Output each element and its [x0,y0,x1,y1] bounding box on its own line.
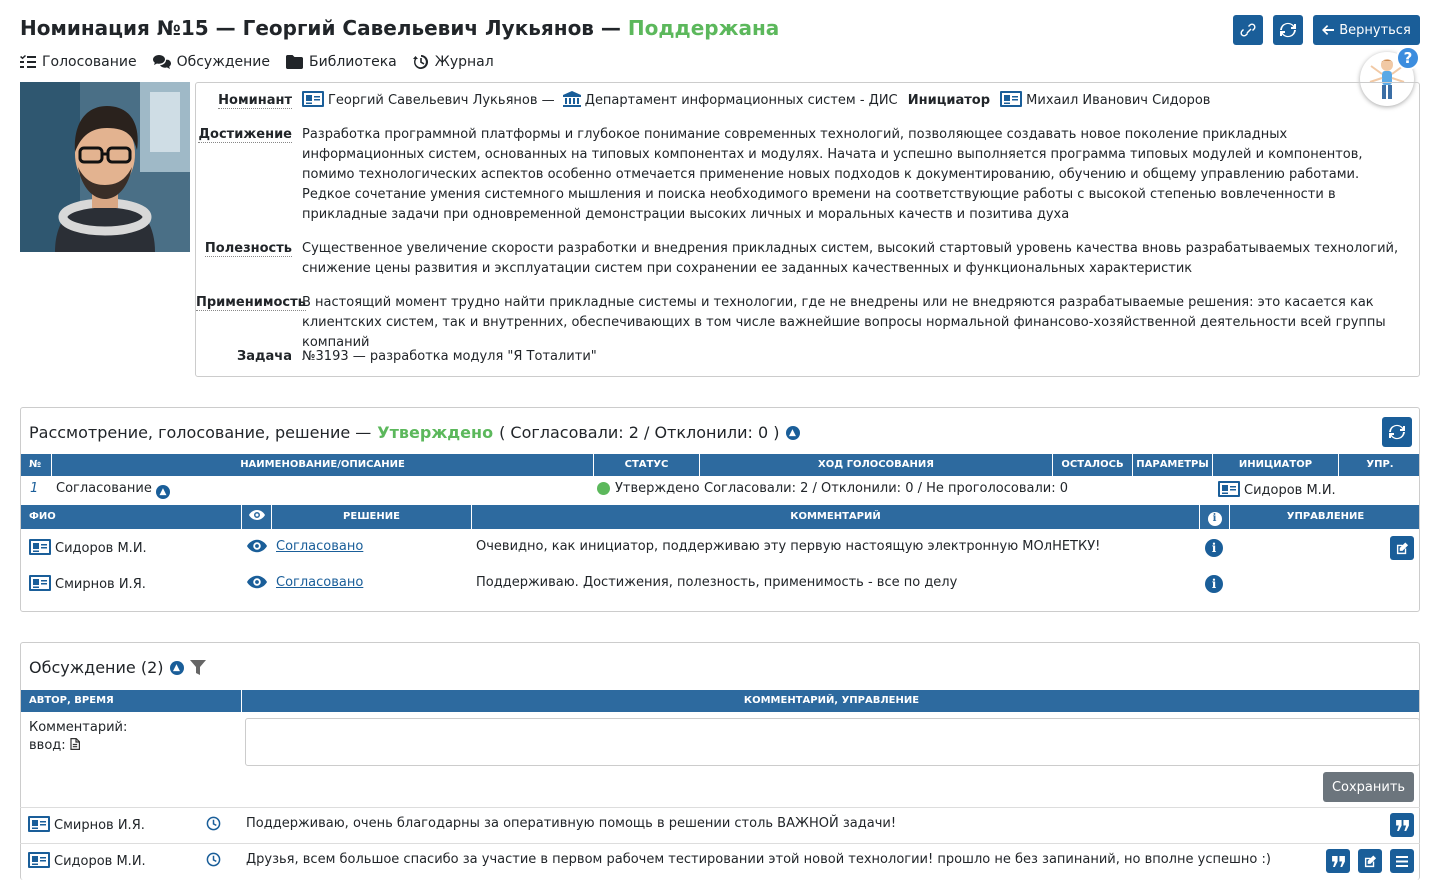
decision-link[interactable]: Согласовано [276,539,364,554]
clock-icon[interactable] [206,816,221,835]
achievement-row: Достижение Разработка программной платформы и глубокое понимание современных технологий, позволяющее создавать новое поколение прикладных информационных систем, основанных на типовых компонентах и модулях. Начата и успешно выполняется программа типовых модулей и компонентов, помимо технологических аспектов особенно отмечается применение новых подходов к документированию, обучению и общему управлению работами. Редкое сочетание умения системного мышления и поиска необходимого времени на соответствующие работы с высокой степенью вовлеченности в прикладные задачи при одновременной демонстрации высоких личных и моральных качеств и позитива духа [196,125,1407,225]
comment-row: Сидоров М.И. Друзья, всем большое спасибо за участие в первом рабочем тестировании этой новой технологии! прошло не без запинаний, но вполне успешно :) [20,852,1420,876]
nomination-status: Поддержана [627,16,780,40]
id-card-icon [28,852,50,868]
id-card-icon [29,539,51,555]
comment-input[interactable] [245,718,1420,766]
votes-table-header: ФИО РЕШЕНИЕ КОММЕНТАРИЙ i УПРАВЛЕНИЕ [21,505,1419,529]
discussion-table-header: АВТОР, ВРЕМЯ КОММЕНТАРИЙ, УПРАВЛЕНИЕ [21,690,1419,712]
id-card-icon [29,575,51,591]
nav-tabs [20,54,494,70]
menu-icon [1396,856,1408,867]
voting-status: Утверждено [377,423,494,442]
save-button[interactable]: Сохранить [1323,772,1414,802]
vote-row: Смирнов И.Я. Согласовано Поддерживаю. Достижения, полезность, применимость - все по делу i [21,575,1419,599]
edit-icon [1396,542,1409,555]
info-icon: i [1200,505,1230,529]
help-badge[interactable]: ? [1396,46,1420,70]
menu-button[interactable] [1390,849,1414,873]
id-card-icon [1000,91,1022,107]
quote-icon [1332,856,1345,867]
task-text: №3193 — разработка модуля "Я Тоталити" [302,349,597,364]
institution-icon [563,91,581,107]
nominee-info-panel [195,82,1420,377]
filter-icon[interactable] [190,660,206,676]
nominee-photo [20,82,190,252]
history-icon [413,54,429,70]
usefulness-text: Существенное увеличение скорости разработки и внедрения прикладных систем, высокий стартовый уровень качества вновь разрабатываемых технологий, снижение цены развития и эксплуатации систем при сохранении ее заданных качественных и функциональных характеристик [302,241,1399,276]
id-card-icon [302,91,324,107]
edit-button[interactable] [1358,849,1382,873]
nominee-department: Департамент информационных систем - ДИС [584,93,898,108]
vote-row: Сидоров М.И. Согласовано Очевидно, как инициатор, поддерживаю эту первую настоящую электронную МОлНЕТКУ! i [21,539,1419,563]
tab-discussion[interactable]: Обсуждение [153,54,270,70]
status-dot [597,482,610,495]
document-icon [70,738,80,750]
nominee-row: Номинант Георгий Савельевич Лукьянов — Департамент информационных систем - ДИС Инициатор Михаил Иванович Сидоров [218,93,1211,108]
initiator-name: Михаил Иванович Сидоров [1026,93,1211,108]
achievement-text: Разработка программной платформы и глубокое понимание современных технологий, позволяющее создавать новое поколение прикладных информационных систем, основанных на типовых компонентах и модулях. Начата и успешно выполняется программа типовых модулей и компонентов, помимо технологических аспектов особенно отмечается применение новых подходов к документированию, обучению и общему управлению работами. Редкое сочетание умения системного мышления и поиска необходимого времени на соответствующие работы с высокой степенью вовлеченности в прикладные задачи при одновременной демонстрации высоких личных и моральных качеств и позитива духа [302,127,1363,222]
comment-row: Смирнов И.Я. Поддерживаю, очень благодарны за оперативную помощь в решении столь ВАЖНОЙ задачи! [20,816,1420,840]
nominee-name: Георгий Савельевич Лукьянов — [328,93,555,108]
refresh-icon [1280,22,1296,38]
tab-library[interactable]: Библиотека [286,54,397,70]
quote-button[interactable] [1326,849,1350,873]
back-button[interactable]: Вернуться [1313,15,1420,45]
usefulness-row: Полезность Существенное увеличение скорости разработки и внедрения прикладных систем, высокий стартовый уровень качества вновь разрабатываемых технологий, снижение цены развития и эксплуатации систем при сохранении ее заданных качественных и функциональных характеристик [196,239,1407,279]
applicability-text: В настоящий момент трудно найти прикладные системы и технологии, где не внедрены или не внедряются разрабатываемые решения: это касается как клиентских систем, так и внутренних, обеспечивающих в том числе важнейшие вопросы нормальной финансово-хозяйственной деятельности всей группы компаний [302,295,1386,350]
collapse-icon[interactable]: ▲ [156,485,170,499]
page-title: Номинация №15 — Георгий Савельевич Лукьянов — Поддержана [20,16,780,40]
id-card-icon [28,816,50,832]
voting-table-header: № НАИМЕНОВАНИЕ/ОПИСАНИЕ СТАТУС ХОД ГОЛОСОВАНИЯ ОСТАЛОСЬ ПАРАМЕТРЫ ИНИЦИАТОР УПР. [21,454,1419,476]
edit-button[interactable] [1390,536,1414,560]
quote-button[interactable] [1390,813,1414,837]
info-icon[interactable]: i [1205,539,1223,557]
applicability-row: Применимость В настоящий момент трудно найти прикладные системы и технологии, где не внедрены или не внедряются разрабатываемые решения: это касается как клиентских систем, так и внутренних, обеспечивающих в том числе важнейшие вопросы нормальной финансово-хозяйственной деятельности всей группы компаний [196,293,1407,353]
clock-icon[interactable] [206,852,221,871]
task-row: Задача №3193 — разработка модуля "Я Тоталити" [196,347,1407,367]
info-icon[interactable]: i [1205,575,1223,593]
arrow-left-icon [1322,24,1334,36]
discussion-title: Обсуждение (2) ▲ [29,658,206,677]
edit-icon [1364,855,1377,868]
comments-icon [153,55,171,69]
tab-voting[interactable]: Голосование [20,54,137,70]
voting-summary: ( Согласовали: 2 / Отклонили: 0 ) [499,423,780,442]
eye-icon[interactable] [247,575,267,593]
voting-panel [20,407,1420,612]
eye-icon [242,505,272,529]
voting-refresh-button[interactable] [1382,417,1412,447]
voting-title: Рассмотрение, голосование, решение — Утверждено ( Согласовали: 2 / Отклонили: 0 ) ▲ [29,423,800,442]
eye-icon[interactable] [247,539,267,557]
id-card-icon [1218,481,1240,497]
list-check-icon [20,55,36,69]
tab-journal[interactable]: Журнал [413,54,494,70]
decision-link[interactable]: Согласовано [276,575,364,590]
voting-row[interactable]: 1 Согласование ▲ Утверждено Согласовали: 2 / Отклонили: 0 / Не проголосовали: 0 Сидоров М.И. [30,481,1336,498]
folder-icon [286,55,303,69]
copy-link-button[interactable] [1233,15,1263,45]
quote-icon [1396,820,1409,831]
collapse-icon[interactable]: ▲ [786,426,800,440]
refresh-button[interactable] [1273,15,1303,45]
refresh-icon [1389,424,1405,440]
link-icon [1240,22,1256,38]
collapse-icon[interactable]: ▲ [170,661,184,675]
comment-input-label: Комментарий: ввод: [29,720,128,753]
